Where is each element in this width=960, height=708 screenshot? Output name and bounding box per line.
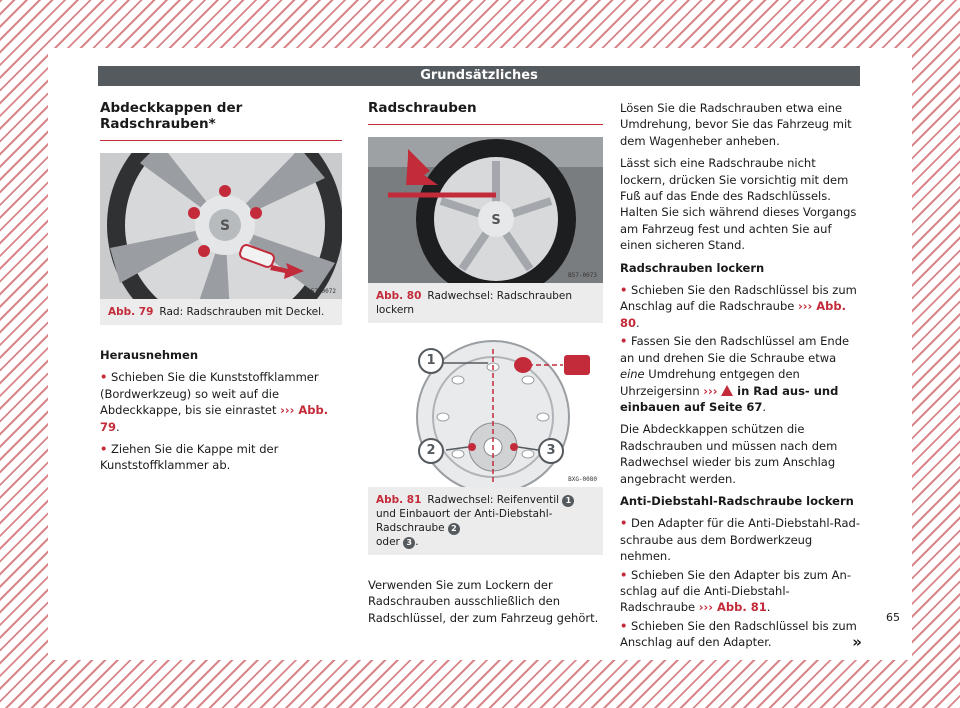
bullet-dot: • xyxy=(620,618,628,633)
bullet-2 xyxy=(620,333,862,415)
bullet-1 xyxy=(100,369,342,435)
paragraph-wrench: Verwenden Sie zum Lockern der Radschrauben ausschließlich den Radschlüssel, der zum Fahrzeug gehört. xyxy=(368,578,599,625)
figure-caption xyxy=(100,299,342,325)
badge-3: 3 xyxy=(403,537,415,549)
page-number: 65 xyxy=(886,611,900,624)
bullet-text: Schieben Sie den Adapter bis zum Anschlag auf die Anti-Diebstahl-Radschraube xyxy=(620,567,851,615)
heading-wheel-bolt-caps: Abdeckkappen der Radschrauben* xyxy=(100,100,342,141)
figure-number: Abb. 79 xyxy=(108,306,154,318)
bullet-dot: • xyxy=(100,370,108,385)
page xyxy=(48,48,912,660)
bullet-after: . xyxy=(762,399,767,414)
steel-rim-image xyxy=(368,335,603,487)
column-3 xyxy=(620,100,862,657)
ref-link-warning[interactable]: ››› xyxy=(703,383,718,398)
column-2 xyxy=(368,100,603,632)
figure-number: Abb. 81 xyxy=(376,494,422,506)
col2-body xyxy=(368,577,603,626)
figure-number: Abb. 80 xyxy=(376,290,422,302)
ref-link-abb81[interactable]: ››› Abb. 81 xyxy=(698,600,767,615)
callout-1: 1 xyxy=(426,353,436,368)
subheading-remove: Herausnehmen xyxy=(100,348,199,362)
ref-link-abb80[interactable]: ››› Abb. 80 xyxy=(620,299,846,330)
svg-text:S: S xyxy=(219,218,231,234)
warning-icon xyxy=(721,385,733,396)
figure-79 xyxy=(100,153,342,325)
emphasis: eine xyxy=(620,367,645,382)
bullet-dot: • xyxy=(620,283,628,298)
bullet-text: Umdrehung entgegen den Uhrzeigersinn xyxy=(620,367,800,398)
figure-caption xyxy=(368,283,603,323)
figure-code: B57-0073 xyxy=(568,272,597,279)
bullet-after: . xyxy=(636,315,640,330)
caption-text: . xyxy=(415,536,419,548)
bullet-dot: • xyxy=(100,442,108,457)
wheel-caps-image xyxy=(100,153,342,299)
bullet-1 xyxy=(620,282,862,331)
bullet-after: . xyxy=(116,419,120,434)
bullet-text: Schieben Sie die Kunststoffklammer (Bordwerkzeug) so weit auf die Abdeckkappe, bis sie einrastet xyxy=(100,370,319,418)
col3-body xyxy=(620,100,862,651)
bullet-4 xyxy=(620,567,862,616)
caption-text: oder xyxy=(376,536,404,548)
continue-icon: » xyxy=(852,633,862,652)
bullet-text: Ziehen Sie die Kappe mit der Kunststoffklammer ab. xyxy=(100,442,279,473)
bullet-5 xyxy=(620,618,862,651)
bullet-text: Schieben Sie den Radschlüssel bis zum Anschlag auf den Adapter. xyxy=(620,618,857,650)
figure-code: B57-0072 xyxy=(307,288,336,295)
caption-text: Rad: Radschrauben mit Deckel. xyxy=(159,306,325,318)
paragraph-caps-protect: Die Abdeckkappen schützen die Radschrauben und müssen nach dem Radwechsel wieder bis zum Anschlag angebracht werden. xyxy=(620,422,838,486)
svg-text:S: S xyxy=(491,213,501,228)
caption-text: und Einbauort der Anti-Diebstahl-Radschraube xyxy=(376,508,553,534)
bullet-after: . xyxy=(766,600,771,615)
callout-3: 3 xyxy=(546,443,556,458)
wheel-loosen-image xyxy=(368,137,603,283)
caption-text: Radwechsel: Reifenventil xyxy=(427,494,563,506)
subheading-loosen: Radschrauben lockern xyxy=(620,260,765,275)
bullet-2 xyxy=(100,441,342,474)
bullet-dot: • xyxy=(620,516,628,531)
figure-code: BXG-0080 xyxy=(568,476,597,483)
heading-wheel-bolts: Radschrauben xyxy=(368,100,603,125)
paragraph-loosen-before-jack: Lösen Sie die Radschrauben etwa eine Umdrehung, bevor Sie das Fahrzeug mit dem Wagenheber anheben. xyxy=(620,101,852,148)
badge-2: 2 xyxy=(448,523,460,535)
ref-text-bold: in Rad aus- und einbauen auf Seite 67 xyxy=(620,383,839,414)
figure-81 xyxy=(368,335,603,555)
section-header: Grundsätzliches xyxy=(98,66,860,86)
paragraph-foot-press: Lässt sich eine Radschraube nicht lockern, drücken Sie vorsichtig mit dem Fuß auf das Ende des Radschlüssels. Halten Sie sich während dieses Vorgangs am Fahrzeug fest und achten Sie auf einen sicheren Stand. xyxy=(620,156,857,253)
bullet-text: Den Adapter für die Anti-Diebstahl-Radschraube aus dem Bordwerkzeug nehmen. xyxy=(620,516,860,564)
badge-1: 1 xyxy=(562,495,574,507)
col1-body xyxy=(100,347,342,474)
bullet-dot: • xyxy=(620,334,628,349)
bullet-dot: • xyxy=(620,567,628,582)
subheading-anti-theft: Anti-Diebstahl-Radschraube lockern xyxy=(620,493,854,508)
bullet-text: Schieben Sie den Radschlüssel bis zum Anschlag auf die Radschraube xyxy=(620,283,857,314)
callout-2: 2 xyxy=(426,443,436,458)
figure-caption xyxy=(368,487,603,555)
ref-link-abb79[interactable]: ››› Abb. 79 xyxy=(100,403,329,434)
column-1 xyxy=(100,100,342,480)
caption-text: Radwechsel: Radschrauben lockern xyxy=(376,290,573,316)
bullet-text: Fassen Sie den Radschlüssel am Ende an und drehen Sie die Schraube etwa xyxy=(620,334,850,365)
bullet-3 xyxy=(620,515,862,564)
figure-80 xyxy=(368,137,603,323)
